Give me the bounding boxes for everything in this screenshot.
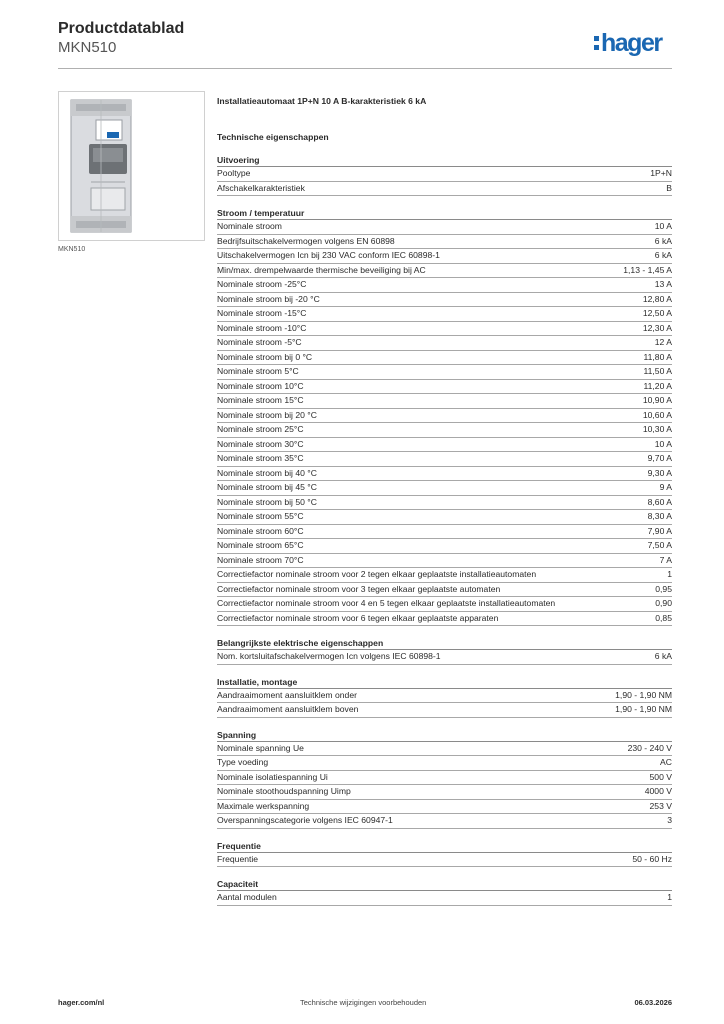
spec-label: Nominale stroom 25°C [217, 424, 304, 434]
section-title: Installatie, montage [217, 676, 672, 689]
spec-section [217, 154, 672, 196]
tech-heading: Technische eigenschappen [217, 132, 329, 142]
spec-row [217, 703, 672, 718]
spec-row [217, 756, 672, 771]
spec-row [217, 182, 672, 197]
spec-value: 50 - 60 Hz [632, 853, 672, 864]
footer-disclaimer: Technische wijzigingen voorbehouden [300, 998, 427, 1007]
spec-value: 9,70 A [647, 453, 672, 463]
spec-row [217, 351, 672, 366]
spec-value: 0,85 [655, 612, 672, 623]
spec-value: 3 [667, 815, 672, 825]
spec-label: Nominale isolatiespanning Ui [217, 771, 328, 782]
section-title: Stroom / temperatuur [217, 207, 672, 220]
section-title: Frequentie [217, 840, 672, 853]
spec-row [217, 452, 672, 467]
spec-value: 7,90 A [647, 525, 672, 536]
spec-row [217, 891, 672, 906]
spec-row [217, 612, 672, 627]
spec-label: Nominale stroom bij -20 °C [217, 293, 320, 304]
spec-label: Type voeding [217, 757, 269, 767]
spec-value: 13 A [654, 279, 672, 289]
spec-value: 12,30 A [642, 322, 672, 333]
spec-row [217, 510, 672, 525]
spec-row [217, 785, 672, 800]
spec-label: Nominale stroom 10°C [217, 380, 304, 391]
spec-label: Nominale stroom 70°C [217, 554, 304, 565]
spec-label: Uitschakelvermogen Icn bij 230 VAC conform IEC 60898-1 [217, 250, 440, 260]
spec-row [217, 853, 672, 868]
product-image [58, 91, 205, 241]
spec-value: 10,90 A [642, 395, 672, 405]
spec-section [217, 729, 672, 829]
spec-label: Aandraaimoment aansluitklem boven [217, 704, 359, 714]
spec-label: Frequentie [217, 853, 259, 864]
spec-value: 10 A [654, 221, 672, 231]
spec-row [217, 235, 672, 250]
section-title: Belangrijkste elektrische eigenschappen [217, 637, 672, 650]
spec-row [217, 568, 672, 583]
spec-label: Nominale stroom 5°C [217, 366, 299, 376]
spec-row [217, 481, 672, 496]
spec-row [217, 394, 672, 409]
spec-label: Nominale stoothoudspanning Uimp [217, 786, 351, 796]
spec-row [217, 249, 672, 264]
spec-label: Nominale stroom 15°C [217, 395, 304, 405]
spec-label: Nominale stroom bij 45 °C [217, 482, 317, 492]
spec-value: 0,90 [655, 598, 672, 608]
spec-value: 253 V [649, 800, 672, 811]
spec-value: 8,60 A [647, 496, 672, 507]
spec-value: AC [660, 757, 672, 767]
spec-label: Correctiefactor nominale stroom voor 4 en 5 tegen elkaar geplaatste installatieautomaten [217, 598, 556, 608]
spec-label: Min/max. drempelwaarde thermische beveiliging bij AC [217, 264, 426, 275]
spec-label: Nominale stroom bij 0 °C [217, 351, 313, 362]
spec-row [217, 742, 672, 757]
spec-value: 12,50 A [642, 308, 672, 318]
spec-value: 7 A [659, 554, 672, 565]
spec-sections [217, 154, 672, 906]
spec-label: Correctiefactor nominale stroom voor 6 tegen elkaar geplaatste apparaten [217, 612, 499, 623]
spec-value: 6 kA [654, 651, 672, 661]
spec-label: Nominale stroom bij 40 °C [217, 467, 317, 478]
logo-wordmark: hager [601, 28, 662, 57]
spec-value: 10,30 A [642, 424, 672, 434]
spec-row [217, 496, 672, 511]
spec-label: Nominale stroom -10°C [217, 322, 307, 333]
spec-label: Nominale spanning Ue [217, 742, 304, 753]
spec-row [217, 800, 672, 815]
spec-row [217, 220, 672, 235]
spec-row [217, 322, 672, 337]
spec-label: Nominale stroom bij 20 °C [217, 409, 317, 420]
spec-row [217, 380, 672, 395]
spec-row [217, 336, 672, 351]
spec-row [217, 278, 672, 293]
spec-value: 4000 V [644, 786, 672, 796]
spec-row [217, 554, 672, 569]
spec-value: 0,95 [655, 583, 672, 594]
spec-label: Nominale stroom -25°C [217, 279, 307, 289]
spec-value: 1,13 - 1,45 A [623, 264, 672, 275]
spec-label: Nominale stroom [217, 221, 282, 231]
spec-row [217, 409, 672, 424]
spec-value: 1P+N [650, 168, 672, 178]
spec-value: 8,30 A [647, 511, 672, 521]
section-title: Spanning [217, 729, 672, 742]
spec-row [217, 167, 672, 182]
spec-label: Nominale stroom 55°C [217, 511, 304, 521]
spec-label: Nom. kortsluitafschakelvermogen Icn volgens IEC 60898-1 [217, 651, 441, 661]
spec-row [217, 689, 672, 704]
spec-row [217, 365, 672, 380]
spec-label: Nominale stroom bij 50 °C [217, 496, 317, 507]
footer-website: hager.com/nl [58, 998, 105, 1007]
spec-value: 11,80 A [643, 351, 672, 362]
spec-label: Overspanningscategorie volgens IEC 60947-1 [217, 815, 393, 825]
spec-value: 11,50 A [643, 366, 672, 376]
spec-label: Correctiefactor nominale stroom voor 3 tegen elkaar geplaatste automaten [217, 583, 501, 594]
section-title: Uitvoering [217, 154, 672, 167]
spec-row [217, 438, 672, 453]
spec-label: Nominale stroom 30°C [217, 438, 304, 449]
spec-row [217, 264, 672, 279]
spec-value: 12,80 A [642, 293, 672, 304]
spec-value: 1,90 - 1,90 NM [615, 704, 672, 714]
spec-row [217, 467, 672, 482]
spec-row [217, 583, 672, 598]
spec-label: Nominale stroom -5°C [217, 337, 302, 347]
spec-label: Nominale stroom 60°C [217, 525, 304, 536]
spec-value: 11,20 A [643, 380, 672, 391]
spec-value: 230 - 240 V [627, 742, 672, 753]
spec-label: Correctiefactor nominale stroom voor 2 tegen elkaar geplaatste installatieautomaten [217, 569, 537, 579]
spec-label: Aantal modulen [217, 892, 277, 902]
spec-value: 9 A [659, 482, 672, 492]
spec-row [217, 307, 672, 322]
spec-value: 7,50 A [647, 540, 672, 550]
spec-section [217, 878, 672, 906]
spec-row [217, 597, 672, 612]
spec-value: 9,30 A [647, 467, 672, 478]
spec-value: 10,60 A [642, 409, 672, 420]
spec-label: Maximale werkspanning [217, 800, 310, 811]
spec-section [217, 207, 672, 626]
spec-label: Nominale stroom 65°C [217, 540, 304, 550]
spec-row [217, 525, 672, 540]
spec-label: Afschakelkarakteristiek [217, 182, 305, 193]
spec-value: 12 A [654, 337, 672, 347]
spec-value: 1 [667, 892, 672, 902]
spec-row [217, 771, 672, 786]
spec-content [217, 96, 672, 917]
spec-label: Pooltype [217, 168, 251, 178]
page-title: Productdatablad [58, 20, 185, 37]
spec-row [217, 814, 672, 829]
spec-section [217, 637, 672, 665]
spec-label: Bedrijfsuitschakelvermogen volgens EN 60898 [217, 235, 395, 246]
product-description: Installatieautomaat 1P+N 10 A B-karakteristiek 6 kA [217, 96, 427, 106]
spec-label: Nominale stroom 35°C [217, 453, 304, 463]
image-caption: MKN510 [58, 246, 86, 253]
product-code: MKN510 [58, 39, 117, 56]
header-divider [58, 68, 672, 69]
spec-row [217, 539, 672, 554]
spec-section [217, 676, 672, 718]
spec-row [217, 650, 672, 665]
circuit-breaker-icon [59, 92, 204, 240]
spec-value: B [666, 182, 672, 193]
spec-section [217, 840, 672, 868]
spec-value: 500 V [649, 771, 672, 782]
spec-value: 6 kA [654, 250, 672, 260]
spec-label: Aandraaimoment aansluitklem onder [217, 689, 357, 700]
footer-date: 06.03.2026 [634, 998, 672, 1007]
spec-value: 1 [667, 569, 672, 579]
hager-logo [594, 28, 662, 58]
spec-value: 1,90 - 1,90 NM [615, 689, 672, 700]
spec-row [217, 293, 672, 308]
logo-dots-icon [594, 36, 599, 50]
section-title: Capaciteit [217, 878, 672, 891]
spec-row [217, 423, 672, 438]
spec-value: 10 A [654, 438, 672, 449]
spec-value: 6 kA [654, 235, 672, 246]
spec-label: Nominale stroom -15°C [217, 308, 307, 318]
